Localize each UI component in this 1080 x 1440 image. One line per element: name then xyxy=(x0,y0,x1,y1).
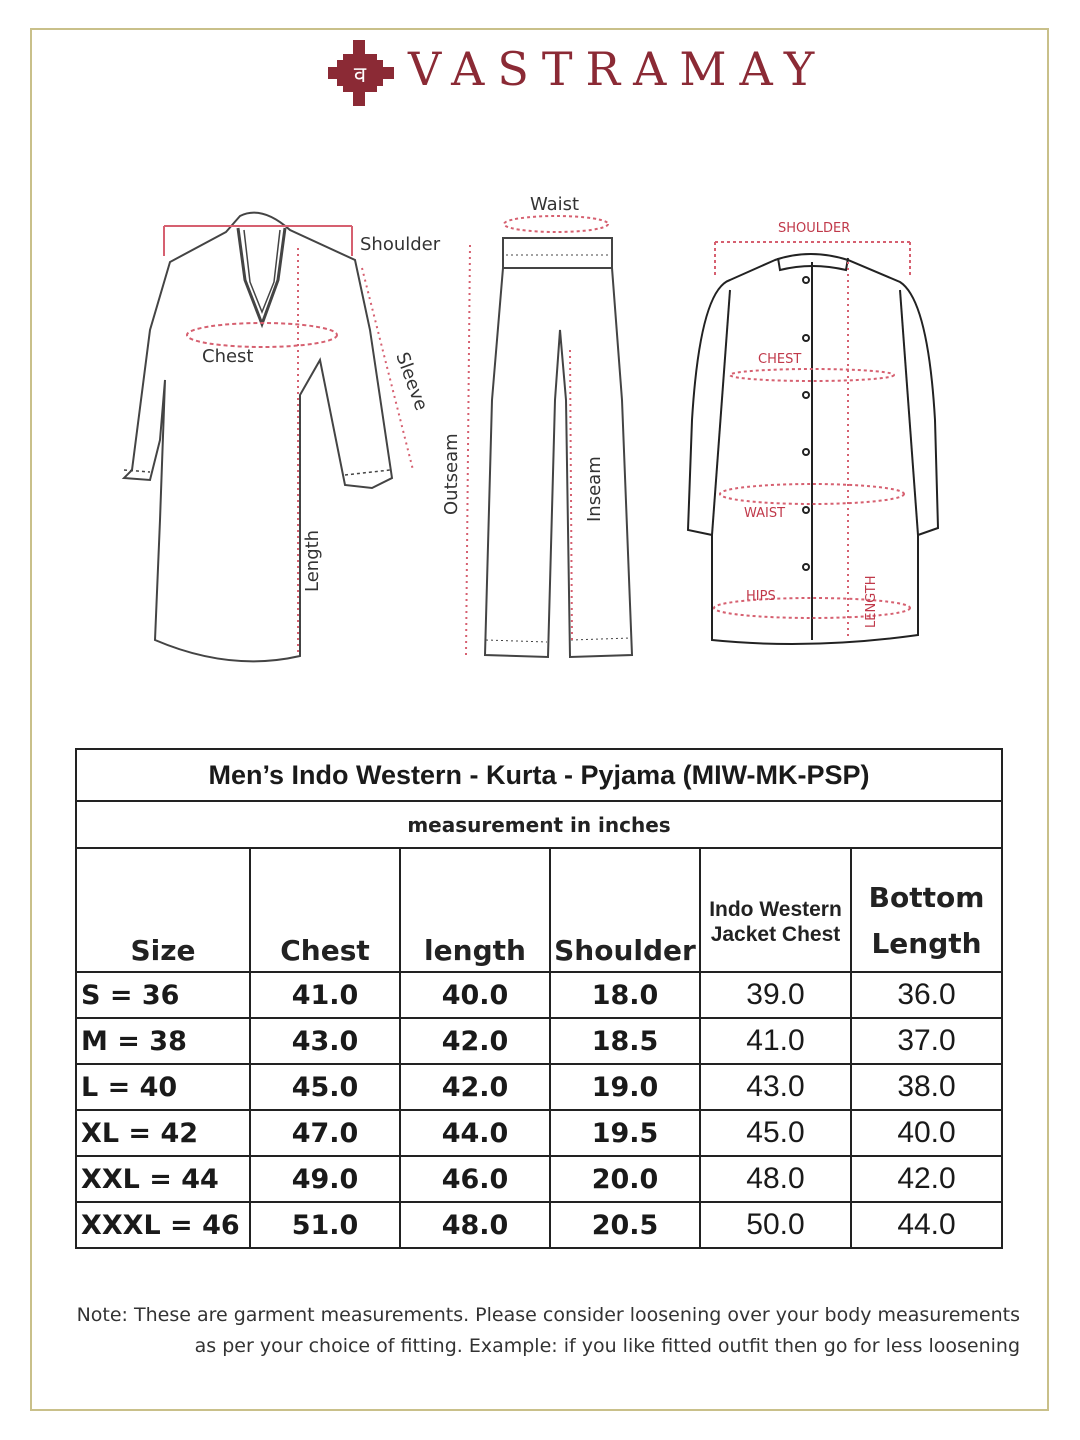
shoulder-cell: 20.0 xyxy=(550,1156,700,1202)
length-cell: 48.0 xyxy=(400,1202,550,1248)
jacket-chest-cell: 48.0 xyxy=(700,1156,851,1202)
header-bottom-line1: Bottom xyxy=(868,881,985,914)
size-cell: S = 36 xyxy=(76,972,250,1018)
bottom-length-cell: 36.0 xyxy=(851,972,1002,1018)
shoulder-cell: 18.5 xyxy=(550,1018,700,1064)
pyjama-inseam-label: Inseam xyxy=(584,456,605,522)
size-cell: L = 40 xyxy=(76,1064,250,1110)
length-cell: 46.0 xyxy=(400,1156,550,1202)
shoulder-cell: 19.5 xyxy=(550,1110,700,1156)
kurta-chest-label: Chest xyxy=(202,346,254,367)
jacket-chest-label: CHEST xyxy=(758,352,802,367)
header-jacket-chest-line1: Indo Western xyxy=(709,898,842,921)
jacket-waist-label: WAIST xyxy=(744,506,786,521)
kurta-length-label: Length xyxy=(302,529,323,592)
fitting-note xyxy=(40,1300,1020,1362)
jacket-shoulder-label: SHOULDER xyxy=(778,221,851,236)
chest-cell: 51.0 xyxy=(250,1202,400,1248)
bottom-length-cell: 40.0 xyxy=(851,1110,1002,1156)
jacket-hips-label: HIPS xyxy=(746,589,776,604)
jacket-chest-cell: 45.0 xyxy=(700,1110,851,1156)
bottom-length-cell: 44.0 xyxy=(851,1202,1002,1248)
chest-cell: 49.0 xyxy=(250,1156,400,1202)
bottom-length-cell: 42.0 xyxy=(851,1156,1002,1202)
header-length: length xyxy=(400,848,550,972)
garment-illustrations xyxy=(0,0,1080,700)
chest-cell: 45.0 xyxy=(250,1064,400,1110)
size-cell: XXL = 44 xyxy=(76,1156,250,1202)
jacket-chest-cell: 39.0 xyxy=(700,972,851,1018)
fitting-note-line1: Note: These are garment measurements. Please consider loosening over your body measurements xyxy=(76,1304,1020,1326)
header-size: Size xyxy=(76,848,250,972)
table-row xyxy=(76,972,1002,1018)
size-cell: XL = 42 xyxy=(76,1110,250,1156)
kurta-drawing xyxy=(124,213,392,662)
bottom-length-cell: 37.0 xyxy=(851,1018,1002,1064)
size-chart-table xyxy=(75,748,1003,1249)
table-row xyxy=(76,1156,1002,1202)
measurement-unit-note: measurement in inches xyxy=(76,801,1002,848)
header-chest: Chest xyxy=(250,848,400,972)
pyjama-outseam-label: Outseam xyxy=(441,433,462,515)
shoulder-cell: 20.5 xyxy=(550,1202,700,1248)
fitting-note-line2: as per your choice of fitting. Example: if you like fitted outfit then go for less loosening xyxy=(194,1335,1020,1357)
jacket-chest-cell: 41.0 xyxy=(700,1018,851,1064)
chest-cell: 41.0 xyxy=(250,972,400,1018)
bottom-length-cell: 38.0 xyxy=(851,1064,1002,1110)
jacket-chest-cell: 50.0 xyxy=(700,1202,851,1248)
length-cell: 40.0 xyxy=(400,972,550,1018)
header-bottom-line2: Length xyxy=(871,927,982,960)
header-jacket-chest-line2: Jacket Chest xyxy=(710,923,841,946)
header-shoulder: Shoulder xyxy=(550,848,700,972)
pyjama-drawing xyxy=(485,238,632,657)
size-chart-title: Men’s Indo Western - Kurta - Pyjama (MIW-MK-PSP) xyxy=(76,749,1002,801)
pyjama-waist-label: Waist xyxy=(530,194,580,215)
length-cell: 42.0 xyxy=(400,1064,550,1110)
table-row xyxy=(76,1018,1002,1064)
shoulder-cell: 19.0 xyxy=(550,1064,700,1110)
header-jacket-chest xyxy=(700,848,851,972)
brand-mark-glyph: व xyxy=(353,63,367,88)
kurta-measure-lines xyxy=(164,226,413,655)
jacket-chest-cell: 43.0 xyxy=(700,1064,851,1110)
length-cell: 44.0 xyxy=(400,1110,550,1156)
chest-cell: 47.0 xyxy=(250,1110,400,1156)
brand-name: VASTRAMAY xyxy=(408,42,828,96)
table-row xyxy=(76,1110,1002,1156)
size-cell: M = 38 xyxy=(76,1018,250,1064)
size-cell: XXXL = 46 xyxy=(76,1202,250,1248)
jacket-length-label: LENGTH xyxy=(864,575,879,628)
table-row xyxy=(76,1064,1002,1110)
table-row xyxy=(76,1202,1002,1248)
kurta-shoulder-label: Shoulder xyxy=(360,234,441,255)
shoulder-cell: 18.0 xyxy=(550,972,700,1018)
header-bottom-length xyxy=(851,848,1002,972)
chest-cell: 43.0 xyxy=(250,1018,400,1064)
kurta-sleeve-label: Sleeve xyxy=(391,349,432,414)
table-header-row xyxy=(76,848,1002,972)
length-cell: 42.0 xyxy=(400,1018,550,1064)
jacket-drawing xyxy=(688,254,938,644)
